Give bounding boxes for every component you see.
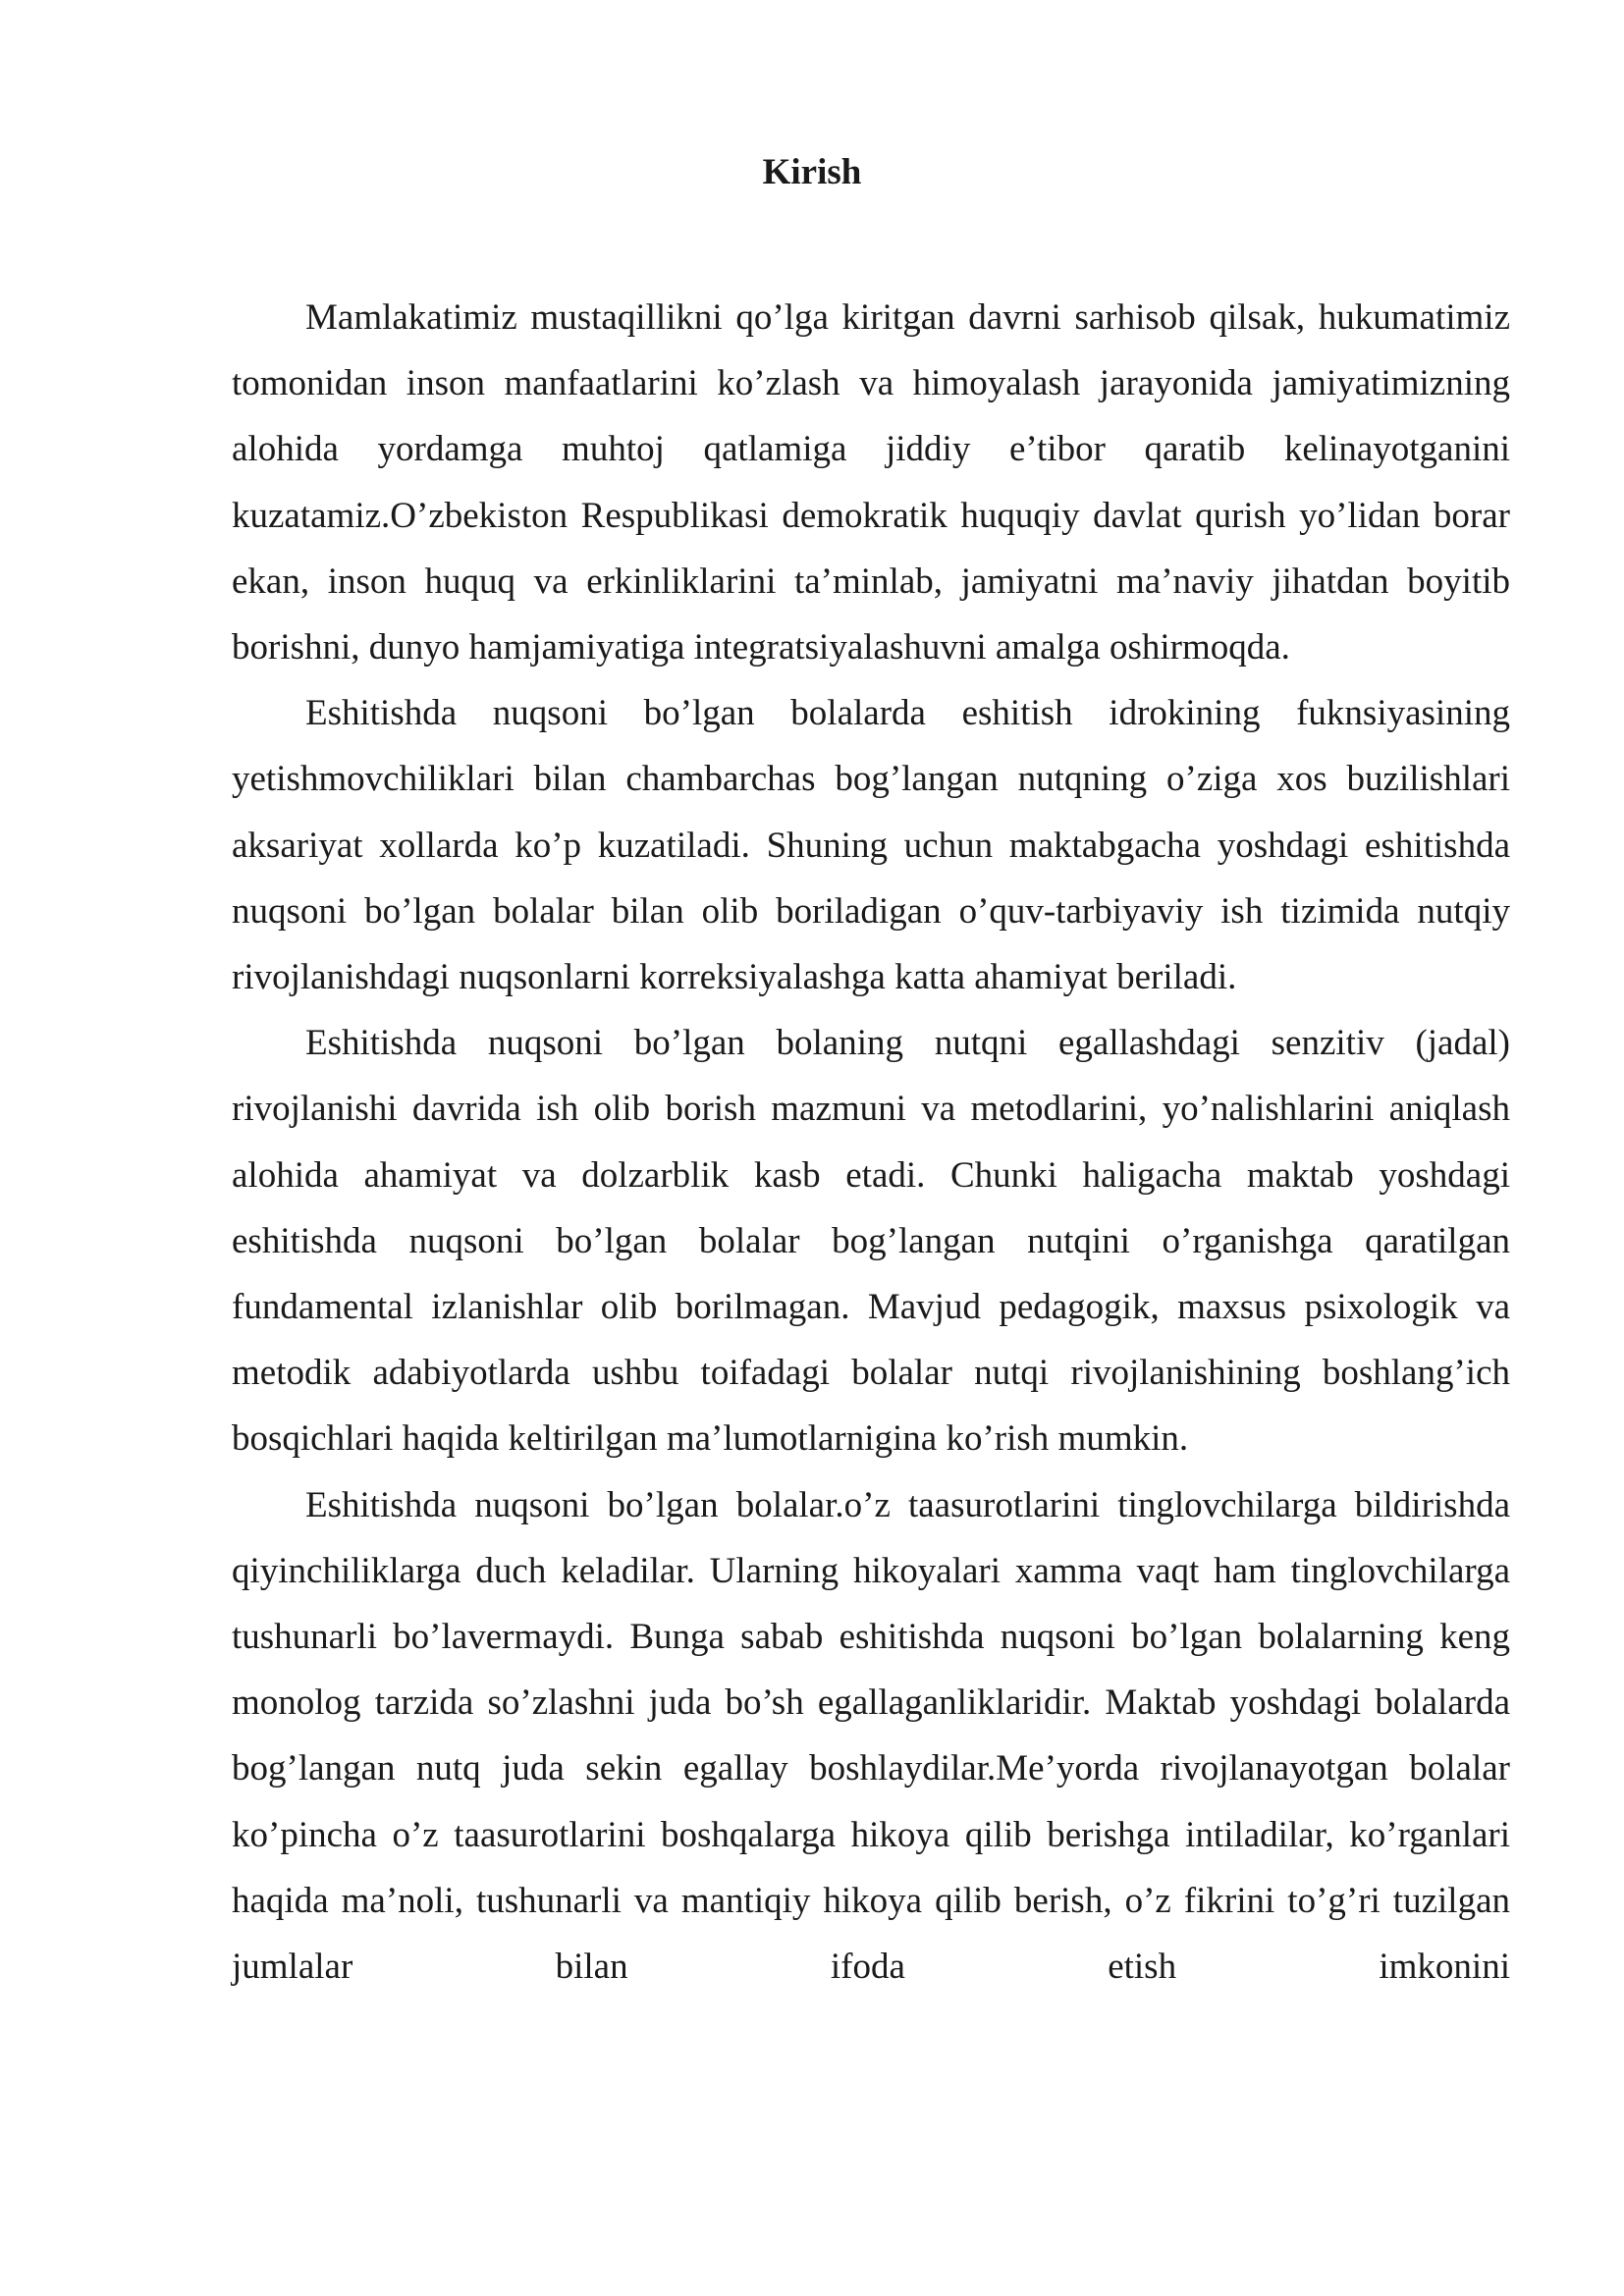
paragraph: Eshitishda nuqsoni bo’lgan bolalarda eshitish idrokining fuknsiyasining yetishmovchiliklari bilan chambarchas bog’langan nutqning o’ziga xos buzilishlari aksariyat xollarda ko’p kuzatiladi. Shuning uchun maktabgacha yoshdagi eshitishda nuqsoni bo’lgan bolalar bilan olib boriladigan o’quv-tarbiyaviy ish tizimida nutqiy rivojlanishdagi nuqsonlarni korreksiyalashga katta ahamiyat beriladi. bbox=[232, 693, 1510, 998]
paragraph: Eshitishda nuqsoni bo’lgan bolaning nutqni egallashdagi senzitiv (jadal) rivojlanishi davrida ish olib borish mazmuni va metodlarini, yo’nalishlarini aniqlash alohida ahamiyat va dolzarblik kasb etadi. Chunki haligacha maktab yoshdagi eshitishda nuqsoni bo’lgan bolalar bog’langan nutqini o’rganishga qaratilgan fundamental izlanishlar olib borilmagan. Mavjud pedagogik, maxsus psixologik va metodik adabiyotlarda ushbu toifadagi bolalar nutqi rivojlanishining boshlang’ich bosqichlari haqida keltirilgan ma’lumotlarnigina ko’rish mumkin. bbox=[232, 1023, 1510, 1460]
paragraph: Eshitishda nuqsoni bo’lgan bolalar.o’z taasurotlarini tinglovchilarga bildirishda qiyinchiliklarga duch keladilar. Ularning hikoyalari xamma vaqt ham tinglovchilarga tushunarli bo’lavermaydi. Bunga sabab eshitishda nuqsoni bo’lgan bolalarning keng monolog tarzida so’zlashni juda bo’sh egallaganliklaridir. Maktab yoshdagi bolalarda bog’langan nutq juda sekin egallay boshlaydilar.Me’yorda rivojlanayotgan bolalar ko’pincha o’z taasurotlarini boshqalarga hikoya qilib berishga intiladilar, ko’rganlari haqida ma’noli, tushunarli va mantiqiy hikoya qilib berish, o’z fikrini to’g’ri tuzilgan jumlalar bilan ifoda etish imkonini bbox=[232, 1484, 1510, 1988]
document-body bbox=[232, 285, 1510, 2000]
page-title: Kirish bbox=[762, 152, 862, 192]
paragraph: Mamlakatimiz mustaqillikni qo’lga kiritgan davrni sarhisob qilsak, hukumatimiz tomonidan inson manfaatlarini ko’zlash va himoyalash jarayonida jamiyatimizning alohida yordamga muhtoj qatlamiga jiddiy e’tibor qaratib kelinayotganini kuzatamiz.O’zbekiston Respublikasi demokratik huquqiy davlat qurish yo’lidan borar ekan, inson huquq va erkinliklarini ta’minlab, jamiyatni ma’naviy jihatdan boyitib borishni, dunyo hamjamiyatiga integratsiyalashuvni amalga oshirmoqda. bbox=[232, 297, 1510, 668]
